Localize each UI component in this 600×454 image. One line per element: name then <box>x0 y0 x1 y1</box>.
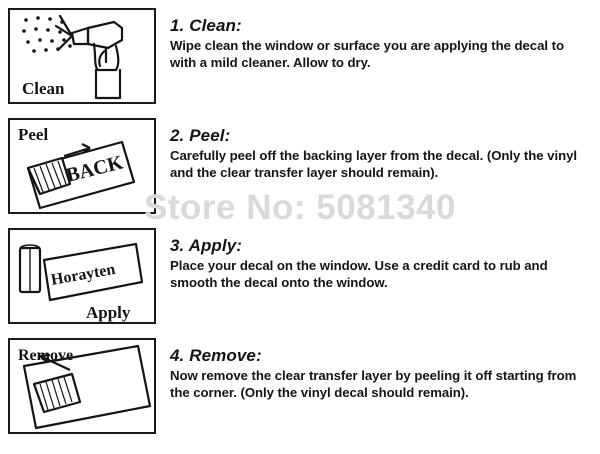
step-text-peel <box>156 110 590 182</box>
step-text-clean <box>156 0 590 72</box>
step-remove <box>0 330 600 440</box>
step-title: 3. Apply: <box>170 236 243 255</box>
step-peel <box>0 110 600 220</box>
icon-caption-back: BACK <box>63 151 126 187</box>
apply-squeegee-icon <box>8 228 156 324</box>
step-text-remove <box>156 330 590 402</box>
step-text-apply <box>156 220 590 292</box>
step-title: 4. Remove: <box>170 346 262 365</box>
step-title: 2. Peel: <box>170 126 231 145</box>
step-title: 1. Clean: <box>170 16 242 35</box>
step-body: Now remove the clear transfer layer by peeling it off starting from the corner. (Only the vinyl decal should remain). <box>170 368 577 400</box>
step-body: Carefully peel off the backing layer from the decal. (Only the vinyl and the clear transfer layer should remain). <box>170 148 577 180</box>
step-body: Place your decal on the window. Use a credit card to rub and smooth the decal onto the window. <box>170 258 548 290</box>
spray-bottle-icon <box>8 8 156 104</box>
icon-caption-remove: Remove <box>18 347 74 364</box>
icon-caption-peel: Peel <box>18 125 49 144</box>
peel-backing-icon <box>8 118 156 214</box>
icon-caption-clean: Clean <box>22 79 65 98</box>
store-watermark: Store No: 5081340 <box>144 188 456 227</box>
remove-transfer-icon <box>8 338 156 434</box>
icon-brand-label: Horayten <box>49 260 117 289</box>
step-clean <box>0 0 600 110</box>
icon-caption-apply: Apply <box>86 303 131 322</box>
step-apply <box>0 220 600 330</box>
step-body: Wipe clean the window or surface you are applying the decal to with a mild cleaner. Allow to dry. <box>170 38 564 70</box>
